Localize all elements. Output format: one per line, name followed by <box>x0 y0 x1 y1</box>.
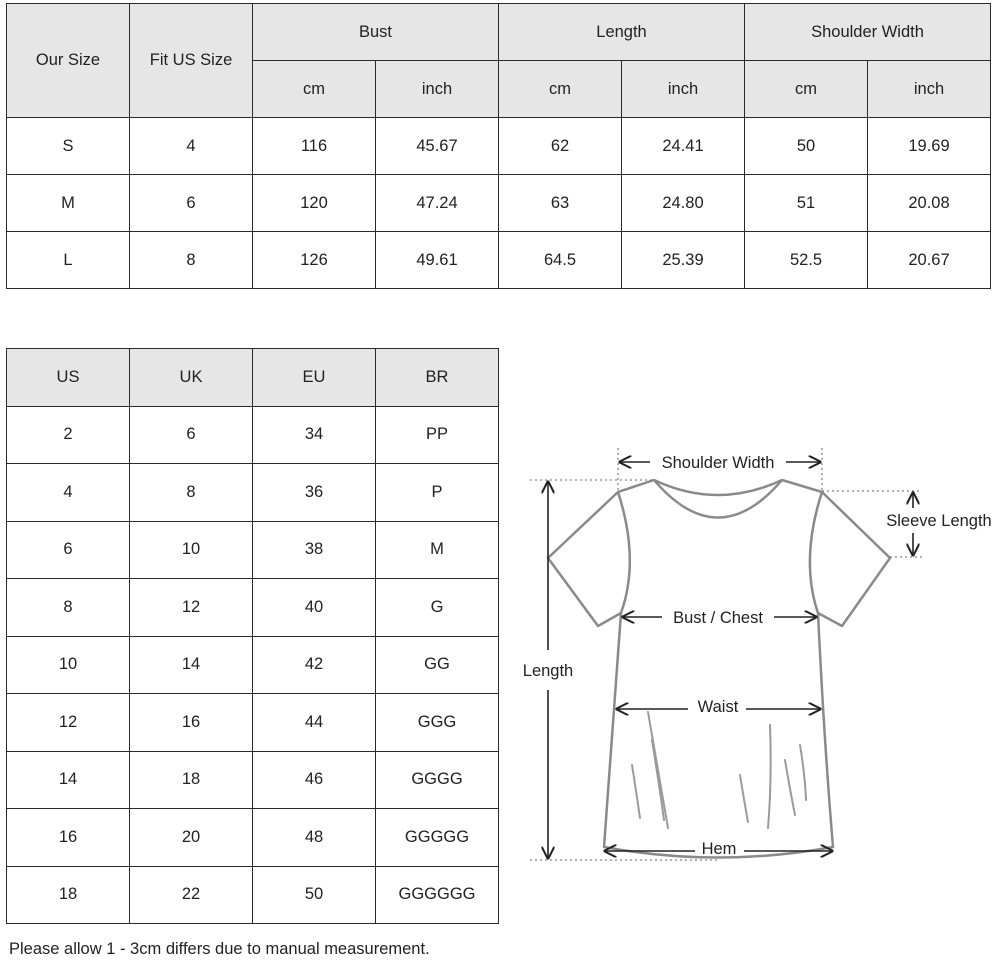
table-cell: 16 <box>130 694 253 752</box>
table-cell: 12 <box>130 579 253 637</box>
table-cell: 20.67 <box>868 232 991 289</box>
sleeve-length-label: Sleeve Length <box>886 512 992 530</box>
unit-header: cm <box>745 61 868 118</box>
table-cell: 6 <box>7 521 130 579</box>
table-row <box>7 751 499 809</box>
table-cell: 18 <box>130 751 253 809</box>
header-our-size: Our Size <box>7 4 130 118</box>
table-row <box>7 232 991 289</box>
table-cell: S <box>7 118 130 175</box>
table-row <box>7 694 499 752</box>
table-cell: GGG <box>376 694 499 752</box>
conversion-header-row <box>7 349 499 407</box>
table-cell: 24.41 <box>622 118 745 175</box>
measurement-note: Please allow 1 - 3cm differs due to manual measurement. <box>9 940 430 958</box>
table-cell: 36 <box>253 464 376 522</box>
bust-chest-label: Bust / Chest <box>673 609 763 627</box>
table-cell: 4 <box>7 464 130 522</box>
table-row <box>7 636 499 694</box>
table-cell: 14 <box>7 751 130 809</box>
header-eu: EU <box>253 349 376 407</box>
shoulder-width-label: Shoulder Width <box>661 454 775 472</box>
table-row <box>7 521 499 579</box>
guide-lines <box>530 448 922 860</box>
table-cell: 63 <box>499 175 622 232</box>
table-cell: 14 <box>130 636 253 694</box>
table-cell: 6 <box>130 175 253 232</box>
unit-header: inch <box>622 61 745 118</box>
waist-label: Waist <box>697 698 739 716</box>
table-cell: 20 <box>130 809 253 867</box>
table-cell: P <box>376 464 499 522</box>
header-uk: UK <box>130 349 253 407</box>
table-cell: 18 <box>7 866 130 924</box>
hem-label: Hem <box>701 840 737 858</box>
header-us: US <box>7 349 130 407</box>
table-cell: 44 <box>253 694 376 752</box>
table-row <box>7 866 499 924</box>
unit-header: cm <box>253 61 376 118</box>
unit-header: inch <box>376 61 499 118</box>
fabric-folds <box>632 712 806 828</box>
header-length: Length <box>499 4 745 61</box>
table-cell: 38 <box>253 521 376 579</box>
table-cell: 19.69 <box>868 118 991 175</box>
table-cell: 25.39 <box>622 232 745 289</box>
table-cell: 62 <box>499 118 622 175</box>
table-cell: 49.61 <box>376 232 499 289</box>
header-bust: Bust <box>253 4 499 61</box>
table-cell: 126 <box>253 232 376 289</box>
table-row <box>7 175 991 232</box>
table-cell: 34 <box>253 406 376 464</box>
table-cell: 40 <box>253 579 376 637</box>
table-cell: L <box>7 232 130 289</box>
table-cell: 50 <box>253 866 376 924</box>
header-fit-us-size: Fit US Size <box>130 4 253 118</box>
table-row <box>7 464 499 522</box>
table-cell: 52.5 <box>745 232 868 289</box>
table-cell: 16 <box>7 809 130 867</box>
table-row <box>7 579 499 637</box>
header-br: BR <box>376 349 499 407</box>
tshirt-measurement-diagram <box>505 440 1000 880</box>
table-cell: 6 <box>130 406 253 464</box>
table-cell: 42 <box>253 636 376 694</box>
table-row <box>7 406 499 464</box>
table-row <box>7 809 499 867</box>
table-cell: 116 <box>253 118 376 175</box>
table-cell: 64.5 <box>499 232 622 289</box>
table-cell: 10 <box>130 521 253 579</box>
table-cell: 8 <box>130 232 253 289</box>
unit-header: cm <box>499 61 622 118</box>
table-cell: 48 <box>253 809 376 867</box>
table-cell: 51 <box>745 175 868 232</box>
table-cell: M <box>376 521 499 579</box>
table-cell: 20.08 <box>868 175 991 232</box>
table-cell: 22 <box>130 866 253 924</box>
table-cell: GGGGG <box>376 809 499 867</box>
table-cell: GG <box>376 636 499 694</box>
table-cell: 47.24 <box>376 175 499 232</box>
table-cell: 120 <box>253 175 376 232</box>
table-cell: PP <box>376 406 499 464</box>
table-cell: 10 <box>7 636 130 694</box>
table-cell: GGGG <box>376 751 499 809</box>
length-label: Length <box>522 662 574 680</box>
table-cell: GGGGGG <box>376 866 499 924</box>
unit-header: inch <box>868 61 991 118</box>
table-row <box>7 118 991 175</box>
table-cell: 46 <box>253 751 376 809</box>
tshirt-outline <box>548 480 890 858</box>
size-chart-table <box>6 3 991 289</box>
measurement-arrows <box>548 462 913 858</box>
header-shoulder-width: Shoulder Width <box>745 4 991 61</box>
size-chart-header-row <box>7 4 991 61</box>
table-cell: 2 <box>7 406 130 464</box>
table-cell: 50 <box>745 118 868 175</box>
table-cell: M <box>7 175 130 232</box>
table-cell: 12 <box>7 694 130 752</box>
table-cell: 24.80 <box>622 175 745 232</box>
table-cell: 8 <box>130 464 253 522</box>
table-cell: 8 <box>7 579 130 637</box>
table-cell: G <box>376 579 499 637</box>
table-cell: 4 <box>130 118 253 175</box>
size-conversion-table <box>6 348 499 924</box>
table-cell: 45.67 <box>376 118 499 175</box>
